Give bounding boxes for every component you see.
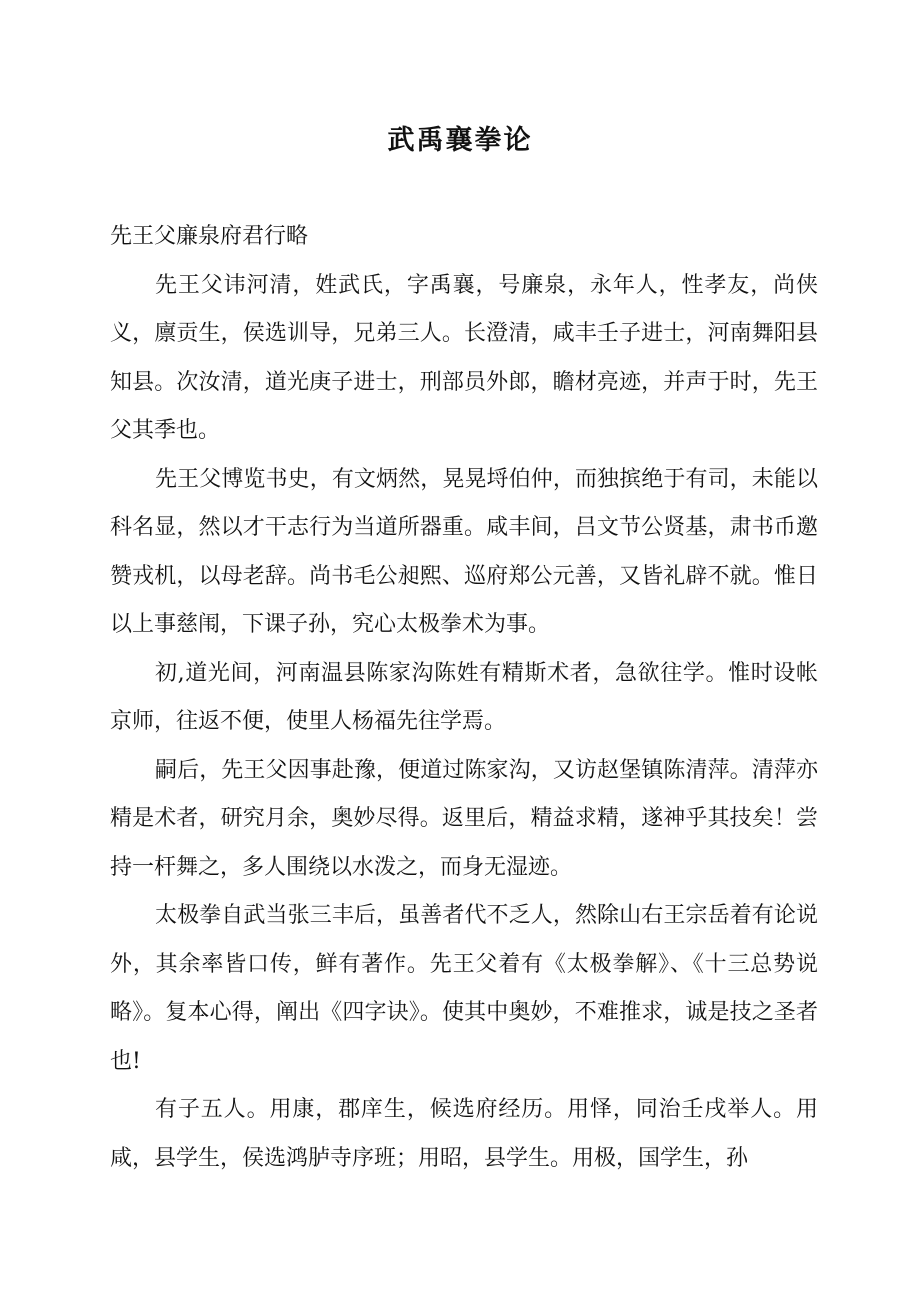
section-subtitle: 先王父廉泉府君行略 <box>110 224 309 249</box>
paragraph-5: 太极拳自武当张三丰后，虽善者代不乏人，然除山右王宗岳着有论说外，其余率皆口传，鲜有著作。先王父着有《太极拳解》、《十三总势说略》。复本心得，阐出《四字诀》。使其中奥妙，不难推求，诚是技之圣者也! <box>110 903 818 1074</box>
paragraph-4: 嗣后，先王父因事赴豫，便道过陈家沟，又访赵堡镇陈清萍。清萍亦精是术者，研究月余，奥妙尽得。返里后，精益求精，遂神乎其技矣！尝持一杆舞之，多人围绕以水泼之，而身无湿迹。 <box>110 757 818 880</box>
document-body <box>110 213 818 1183</box>
paragraph-3: 初,道光间，河南温县陈家沟陈姓有精斯术者，急欲往学。惟时设帐京师，往返不便，使里人杨福先往学焉。 <box>110 660 818 734</box>
page-title: 武禹襄拳论 <box>387 125 533 156</box>
paragraph-2: 先王父博览书史，有文炳然，晃晃埒伯仲，而独摈绝于有司，未能以科名显，然以才干志行为当道所器重。咸丰间，吕文节公贤基，肃书币邀赞戎机，以母老辞。尚书毛公昶熙、巡府郑公元善，又皆礼辟不就。惟日以上事慈闱，下课子孙，究心太极拳术为事。 <box>110 466 818 637</box>
paragraph-1: 先王父讳河清，姓武氏，字禹襄，号廉泉，永年人，性孝友，尚侠义，廪贡生，侯选训导，兄弟三人。长澄清，咸丰壬子进士，河南舞阳县知县。次汝清，道光庚子进士，刑部员外郎，瞻材亮迹，并声于时，先王父其季也。 <box>110 272 818 443</box>
paragraph-6: 有子五人。用康，郡庠生，候选府经历。用怿，同治壬戌举人。用咸，县学生，侯选鸿胪寺序班；用昭，县学生。用极，国学生，孙 <box>110 1097 818 1171</box>
